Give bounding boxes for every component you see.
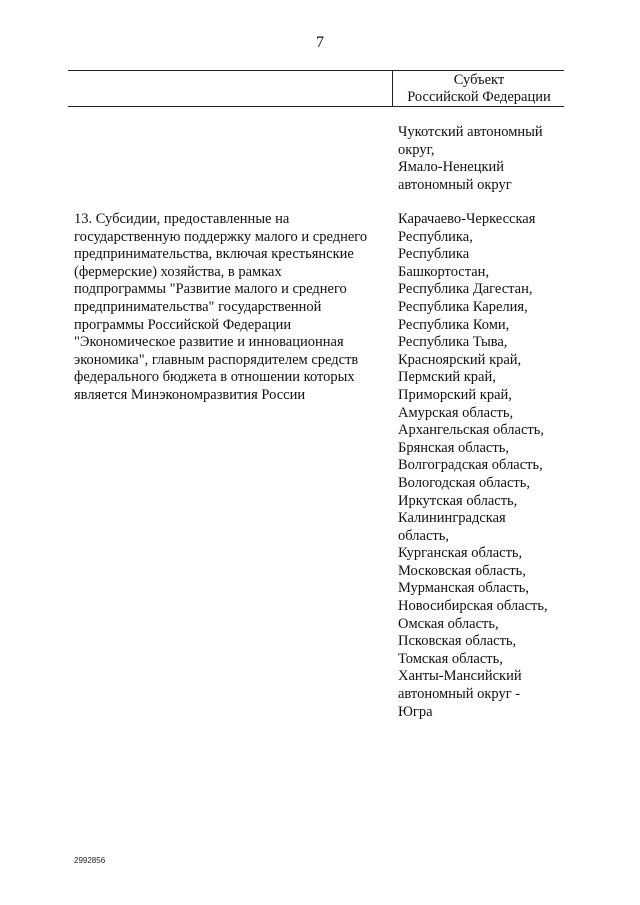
item-13-line: предпринимательства" государственной [74,298,322,315]
item-13-line: является Минэкономразвития России [74,386,306,403]
region-line: Брянская область, [398,439,509,456]
item-13-line: программы Российской Федерации [74,316,292,333]
region-line: Волгоградская область, [398,457,543,474]
region-line: Югра [398,703,433,720]
region-line: Мурманская область, [398,580,530,597]
header-line-2: Российской Федерации [407,89,551,105]
region-line: Республика Коми, [398,316,510,333]
region-line: Иркутская область, [398,492,518,509]
item-13-line: "Экономическое развитие и инновационная [74,334,344,351]
page-number: 7 [316,34,324,51]
item-13-line: федерального бюджета в отношении которых [74,369,355,386]
region-line: Омская область, [398,615,499,632]
item-13-line: подпрограммы "Развитие малого и среднего [74,281,347,298]
table-header-bottom-rule [68,106,564,107]
region-line: Пермский край, [398,369,496,386]
region-line: Республика [398,246,470,263]
region-line: Московская область, [398,562,526,579]
item-13-description [74,211,394,405]
region-line: Республика Дагестан, [398,281,533,298]
region-line: автономный округ - [398,686,521,703]
region-line: Республика Карелия, [398,298,528,315]
item-13-line: государственную поддержку малого и среднего [74,228,368,245]
region-line: Вологодская область, [398,474,530,491]
item-13-line: 13. Субсидии, предоставленные на [74,211,290,227]
region-line: Приморский край, [398,386,512,403]
region-line: Карачаево-Черкесская [398,211,536,227]
item-13-line: (фермерские) хозяйства, в рамках [74,263,282,280]
document-id: 2992856 [74,856,106,865]
region-line: автономный округ [398,176,512,193]
region-line: Новосибирская область, [398,598,548,615]
region-line: Башкортостан, [398,263,490,280]
region-line: Томская область, [398,650,503,667]
region-line: Республика, [398,228,473,245]
item-13-regions [398,211,568,721]
region-line: область, [398,527,449,544]
previous-item-regions [398,124,568,194]
item-13-line: экономика", главным распорядителем средств [74,351,359,368]
region-line: Ханты-Мансийский [398,668,522,685]
region-line: Красноярский край, [398,351,522,368]
region-line: Архангельская область, [398,422,544,439]
region-line: Курганская область, [398,545,523,562]
table-header-subject [394,72,564,106]
region-line: Ямало-Ненецкий [398,159,505,176]
region-line: округ, [398,141,435,158]
region-line: Амурская область, [398,404,514,421]
region-line: Республика Тыва, [398,334,508,351]
table-top-rule [68,70,564,71]
table-column-divider [392,70,393,106]
region-line: Калининградская [398,510,506,527]
header-line-1: Субъект [453,72,505,88]
region-line: Псковская область, [398,633,517,650]
item-13-line: предпринимательства, включая крестьянские [74,246,354,263]
region-line: Чукотский автономный [398,124,543,140]
